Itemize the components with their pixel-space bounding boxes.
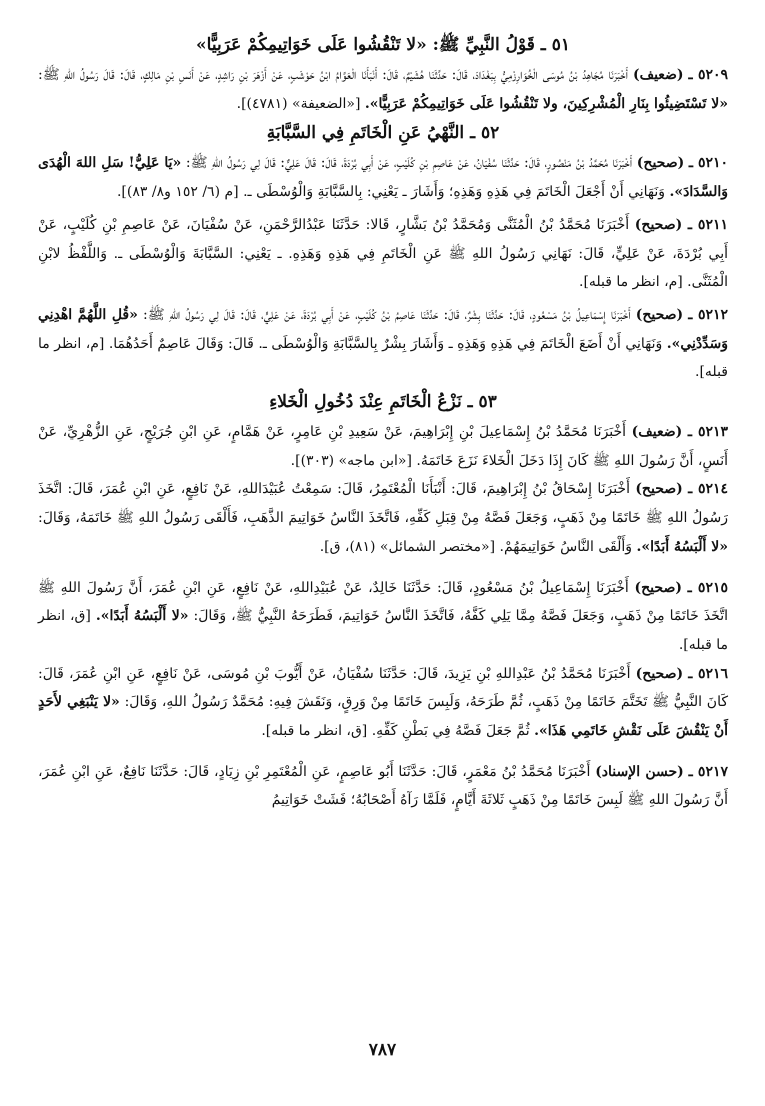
hadith-matn: «لا يَنْبَغِي لأَحَدٍ أَنْ يَنْقُشَ عَلَى نَقْشِ خَاتَمِي هَذَا». — [38, 694, 728, 740]
hadith-grade: (صحيح) — [636, 155, 685, 172]
hadith-grade: (ضعيف) — [631, 424, 683, 441]
page-number: ٧٨٧ — [368, 1040, 397, 1060]
hadith-5212 — [38, 301, 728, 387]
hadith-5216 — [38, 660, 728, 746]
hadith-grade: (صحيح) — [635, 665, 684, 682]
hadith-5213 — [38, 418, 728, 475]
hadith-text: أَخْبَرَنَا مُحَمَّدُ بْنُ عَبْدِاللهِ بْنِ يَزِيدَ، قَالَ: حَدَّثَنَا سُفْيَانُ، عَنْ أَيُّوبَ بْنِ مُوسَى، عَنْ نَافِعٍ، عَنِ ابْنِ عُمَرَ، قَالَ: كَانَ النَّبِيُّ ﷺ تَخَتَّمَ خَاتَمًا مِنْ ذَهَبٍ، ثُمَّ طَرَحَهُ، وَلَبِسَ خَاتَمًا مِنْ وَرِقٍ، وَنَقَشَ فِيهِ: مُحَمَّدٌ رَسُولُ اللهِ، وَقَالَ: — [38, 665, 729, 711]
hadith-number: ٥٢١٠ ـ — [688, 155, 729, 172]
hadith-grade: (صحيح) — [635, 306, 684, 323]
hadith-matn: «قُلِ اللَّهُمَّ اهْدِنِي وَسَدِّدْنِي». — [38, 306, 729, 352]
hadith-text: أَخْبَرَنَا إِسْمَاعِيلُ بْنُ مَسْعُودٍ، قَالَ: حَدَّثَنَا خَالِدٌ، عَنْ عُبَيْدِاللهِ، عَنْ نَافِعٍ، عَنِ ابْنِ عُمَرَ، أَنَّ رَسُولَ اللهِ ﷺ اتَّخَذَ خَاتَمًا مِنْ ذَهَبٍ، وَجَعَلَ فَصَّهُ مِمَّا يَلِي كَفَّهُ، فَاتَّخَذَ النَّاسُ خَوَاتِيمَ، فَطَرَحَهُ النَّبِيُّ ﷺ، وَقَالَ: — [38, 579, 728, 625]
hadith-tail: وَنَهَانِي أَنْ أَجْعَلَ الْخَاتَمَ فِي هَذِهِ وَهَذِهِ؛ وَأَشَارَ ـ يَعْنِي: بِالسَّبَّابَةِ وَالْوُسْطَى ـ. [م (٦/ ١٥٢ و٨/ ٨٣)]. — [116, 184, 666, 201]
hadith-tail: وَأَلْقَى النَّاسُ خَوَاتِيمَهُمْ. [«مختصر الشمائل» (٨١)، ق]. — [319, 538, 633, 555]
hadith-text: أَخْبَرَنَا إِسْحَاقُ بْنُ إِبْرَاهِيمَ، قَالَ: أَنْبَأَنَا الْمُعْتَمِرُ، قَالَ: سَمِعْتُ عُبَيْدَاللهِ، عَنْ نَافِعٍ، عَنِ ابْنِ عُمَرَ، قَالَ: اتَّخَذَ رَسُولُ اللهِ ﷺ خَاتَمًا مِنْ ذَهَبٍ، وَجَعَلَ فَصَّهُ مِنْ قِبَلِ كَفِّهِ، فَاتَّخَذَ النَّاسُ خَوَاتِيمَ الذَّهَبِ، فَأَلْقَى رَسُولُ اللهِ ﷺ خَاتَمَهُ، وَقَالَ: — [38, 481, 728, 527]
hadith-text: أَخْبَرَنَا مُحَمَّدُ بْنُ إِسْمَاعِيلَ بْنِ إِبْرَاهِيمَ، عَنْ سَعِيدِ بْنِ عَامِرٍ، عَنْ هَمَّامٍ، عَنِ ابْنِ جُرَيْجٍ، عَنِ الزُّهْرِيِّ، عَنْ أَنَسٍ، أَنَّ رَسُولَ اللهِ ﷺ كَانَ إِذَا دَخَلَ الْخَلاءَ نَزَعَ خَاتَمَهُ. [«ابن ماجه» (٣٠٣)]. — [38, 424, 728, 469]
hadith-matn: «لا تَسْتَضِيئُوا بِنَارِ الْمُشْرِكِينَ، ولا تَنْقُشُوا عَلَى خَوَاتِيمِكُمْ عَرَبِيًّا». — [364, 95, 728, 112]
hadith-number: ٥٢١٢ ـ — [688, 306, 729, 323]
hadith-number: ٥٢١١ ـ — [687, 216, 728, 233]
chapter-heading-52: ٥٢ ـ النَّهْيُ عَنِ الْخَاتَمِ فِي السَّبَّابَةِ — [266, 123, 500, 144]
hadith-5214 — [38, 475, 728, 561]
hadith-tail: [«الضعيفة» (٤٧٨١)]. — [236, 95, 361, 112]
hadith-number: ٥٢٠٩ ـ — [688, 67, 729, 83]
hadith-text: أَخْبَرَنَا إِسْمَاعِيلُ بْنُ مَسْعُودٍ، قَالَ: حَدَّثَنَا بِشْرٌ، قَالَ: حَدَّثَنَا عَاصِمُ بْنُ كُلَيْبٍ، عَنْ أَبِي بُرْدَةَ، عَنْ عَلِيٍّ، قَالَ: قَالَ لِي رَسُولُ اللهِ ﷺ: — [143, 306, 631, 323]
hadith-number: ٥٢١٤ ـ — [688, 481, 729, 498]
chapter-heading-53: ٥٣ ـ نَزْعُ الْخَاتَمِ عِنْدَ دُخُولِ الْخَلاءِ — [269, 392, 497, 413]
hadith-5217 — [38, 758, 728, 815]
hadith-tail: وَنَهَانِي أَنْ أَضَعَ الْخَاتَمَ فِي هَذِهِ وَهَذِهِ ـ وَأَشَارَ بِشْرٌ بِالسَّبَّابَةِ وَالْوُسْطَى ـ. قَالَ: وَقَالَ عَاصِمٌ أَحَدُهُمَا. [م، انظر ما قبله]. — [38, 335, 728, 381]
hadith-5210 — [38, 149, 728, 206]
hadith-5215 — [38, 574, 728, 660]
hadith-grade: (صحيح) — [635, 481, 683, 498]
hadith-number: ٥٢١٦ ـ — [688, 665, 729, 682]
hadith-tail: ثُمَّ جَعَلَ فَصَّهُ فِي بَطْنِ كَفِّهِ. [ق، انظر ما قبله]. — [261, 723, 530, 740]
hadith-text: أَخْبَرَنَا مُحَمَّدُ بْنُ مَنْصُورٍ، قَالَ: حَدَّثَنَا سُفْيَانُ، عَنْ عَاصِمِ بْنِ كُلَيْبٍ، عَنْ أَبِي بُرْدَةَ، قَالَ: قَالَ عَلِيٌّ: قَالَ لِي رَسُولُ اللهِ ﷺ: — [185, 155, 633, 172]
hadith-grade: (ضعيف) — [632, 67, 684, 83]
hadith-5211 — [38, 211, 728, 297]
hadith-number: ٥٢١٣ ـ — [687, 424, 729, 441]
hadith-5209 — [38, 61, 728, 118]
hadith-grade: (صحيح) — [634, 579, 682, 596]
chapter-heading-51: ٥١ ـ قَوْلُ النَّبِيِّ ﷺ: «لا تَنْقُشُوا عَلَى خَوَاتِيمِكُمْ عَرَبِيًّا» — [196, 35, 570, 55]
page-body — [38, 30, 728, 815]
hadith-text: أَخْبَرَنَا مُجَاهِدُ بْنُ مُوسَى الْخُوَارِزْمِيُّ بِبَغْدَادَ، قَالَ: حَدَّثَنَا هُشَيْمٌ، قَالَ: أَنْبَأَنَا الْعَوَّامُ ابْنُ حَوْشَبٍ، عَنْ أَزْهَرَ بْنِ رَاشِدٍ، عَنْ أَنَسِ بْنِ مَالِكٍ، قَالَ: قَالَ رَسُولُ اللهِ ﷺ: — [38, 67, 629, 83]
hadith-text: أَخْبَرَنَا مُحَمَّدُ بْنُ الْمُثَنَّى وَمُحَمَّدُ بْنُ بَشَّارٍ، قَالا: حَدَّثَنَا عَبْدُالرَّحْمَنِ، عَنْ سُفْيَانَ، عَنْ عَاصِمِ بْنِ كُلَيْبٍ، عَنْ أَبِي بُرْدَةَ، عَنْ عَلِيٍّ، قَالَ: نَهَانِي رَسُولُ اللهِ ﷺ عَنِ الْخَاتَمِ فِي هَذِهِ وَهَذِهِ. ـ يَعْنِي: السَّبَّابَةَ وَالْوُسْطَى ـ. وَاللَّفْظُ لابْنِ الْمُثَنَّى. [م، انظر ما قبله]. — [38, 216, 728, 291]
hadith-number: ٥٢١٥ ـ — [687, 579, 728, 596]
hadith-grade: (حسن الإسناد) — [595, 763, 684, 780]
hadith-tail: [ق، انظر ما قبله]. — [38, 608, 728, 653]
hadith-grade: (صحيح) — [634, 216, 683, 233]
hadith-text: أَخْبَرَنَا مُحَمَّدُ بْنُ مَعْمَرٍ، قَالَ: حَدَّثَنَا أَبُو عَاصِمٍ، عَنِ الْمُعْتَمِرِ بْنِ زِيَادٍ، قَالَ: حَدَّثَنَا نَافِعٌ، عَنِ ابْنِ عُمَرَ، أَنَّ رَسُولَ اللهِ ﷺ لَبِسَ خَاتَمًا مِنْ ذَهَبٍ ثَلاثَةَ أَيَّامٍ، فَلَمَّا رَآهُ أَصْحَابُهُ؛ فَشَتْ خَوَاتِيمُ — [38, 763, 728, 809]
hadith-number: ٥٢١٧ ـ — [688, 763, 728, 780]
hadith-matn: «لا أَلْبَسُهُ أَبَدًا». — [636, 538, 728, 555]
hadith-matn: «لا أَلْبَسُهُ أَبَدًا». — [95, 608, 189, 625]
hadith-matn: «يَا عَلِيُّ! سَلِ اللهَ الْهُدَى وَالسَّدَادَ». — [38, 155, 728, 201]
